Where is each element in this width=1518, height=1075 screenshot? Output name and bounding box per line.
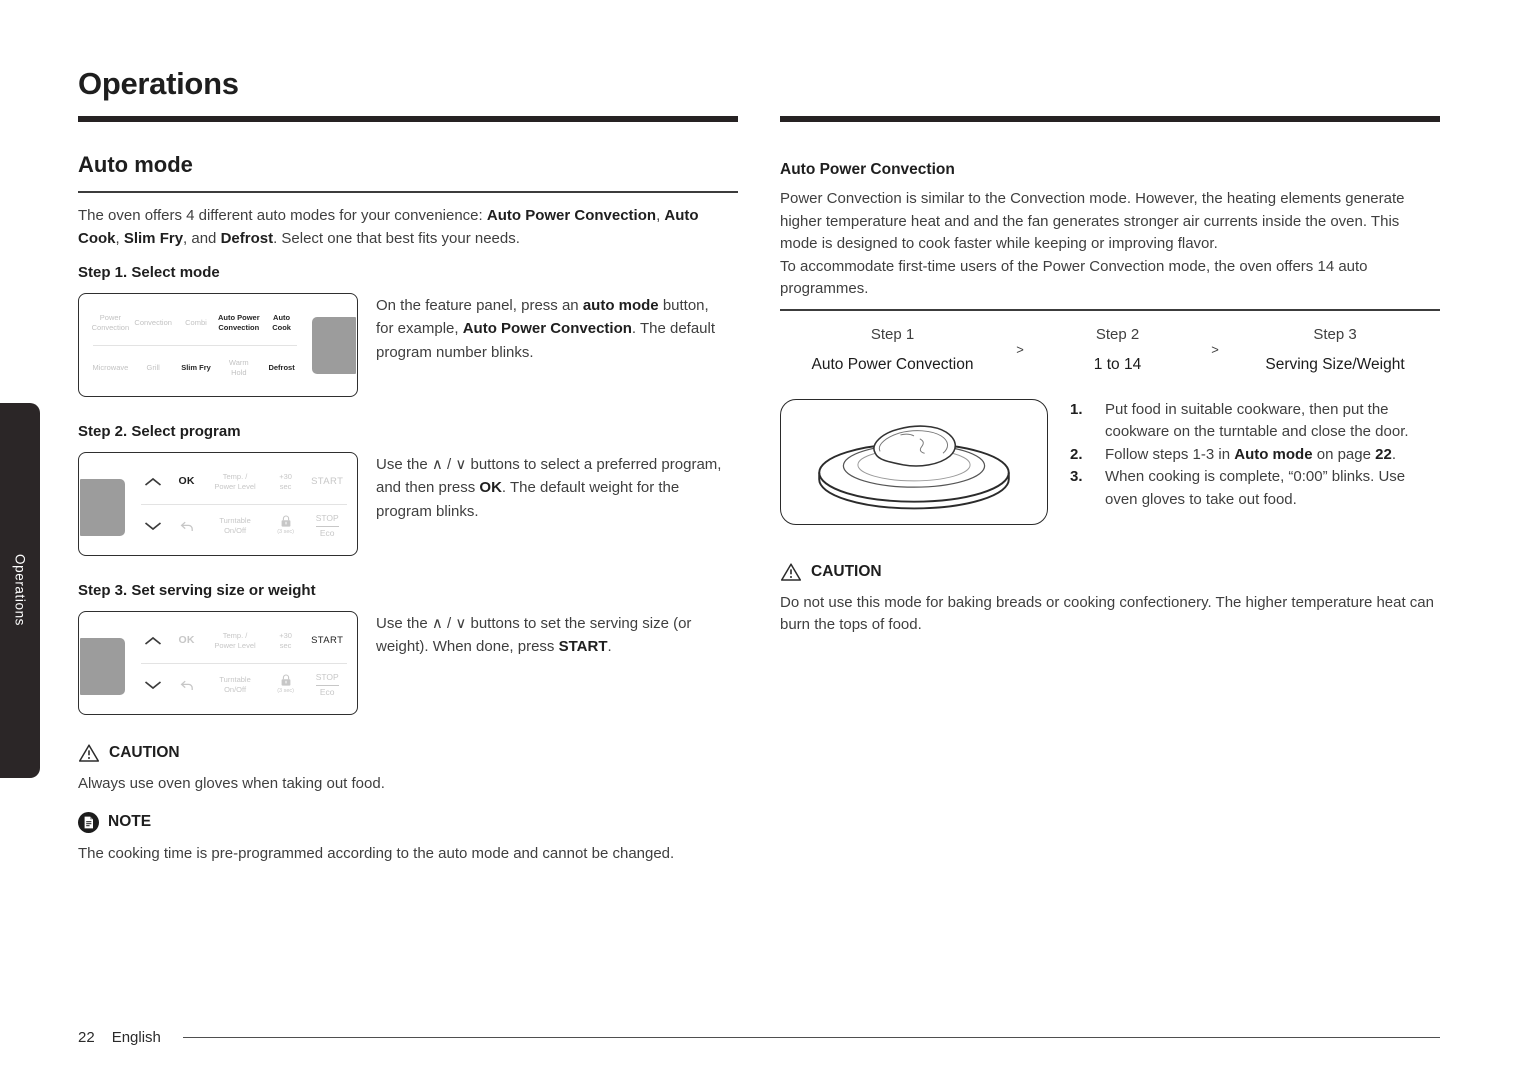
page-title: Operations <box>78 66 239 101</box>
control-grid <box>137 619 349 707</box>
mode-button-grill: Grill <box>146 362 160 372</box>
control-button-ok: OK <box>178 634 195 647</box>
right-column <box>780 152 1440 637</box>
step1-heading: Step 1. Select mode <box>78 264 220 281</box>
food-on-turntable-illustration <box>780 399 1048 525</box>
list-item <box>1070 444 1430 467</box>
control-button-stop-eco: STOP Eco <box>315 672 339 697</box>
control-row <box>137 504 349 548</box>
control-button-30-sec: +30 sec <box>279 472 292 491</box>
caution-label: CAUTION <box>811 562 882 580</box>
caution-label: CAUTION <box>109 744 180 761</box>
flow-step2-value: 1 to 14 <box>1093 355 1142 373</box>
page-number: 22 <box>78 1029 95 1046</box>
panel-display <box>80 479 125 536</box>
chapter-side-tab-label: Operations <box>12 554 28 627</box>
panel-display <box>312 317 356 374</box>
step1-row <box>78 293 738 397</box>
note-text: The cooking time is pre-programmed according to the auto mode and cannot be changed. <box>78 844 675 862</box>
undo-icon <box>169 521 205 532</box>
title-rule-left <box>78 116 738 122</box>
mode-button-convection: Convection <box>134 317 172 327</box>
flow-step3-label: Step 3 <box>1313 325 1357 343</box>
footer-rule <box>183 1037 1440 1039</box>
chevron-up-icon <box>137 636 169 646</box>
control-button-stop-eco: STOP Eco <box>315 513 339 538</box>
mode-button-auto-power-convection: Auto Power Convection <box>217 312 260 332</box>
feature-panel-set-serving <box>78 611 358 715</box>
list-text: When cooking is complete, “0:00” blinks. Use oven gloves to take out food. <box>1105 468 1406 508</box>
step-flow-table <box>780 309 1440 374</box>
mode-grid <box>89 300 303 390</box>
warning-triangle-icon <box>78 743 100 763</box>
flow-col-2 <box>1035 326 1200 374</box>
flow-separator-icon: > <box>1016 342 1024 357</box>
mode-button-microwave: Microwave <box>92 362 129 372</box>
mode-button-warm-hold: Warm Hold <box>228 357 249 377</box>
language-label: English <box>111 1029 161 1046</box>
list-item <box>1070 399 1430 444</box>
mode-button-combi: Combi <box>185 317 207 327</box>
step2-heading: Step 2. Select program <box>78 423 241 440</box>
feature-panel-mode-select <box>78 293 358 397</box>
control-button-start: START <box>311 634 344 646</box>
note-label: NOTE <box>108 813 152 830</box>
warning-triangle-icon <box>780 562 802 582</box>
list-item <box>1070 466 1430 511</box>
caution-text-right: Do not use this mode for baking breads or cooking confectionery. The higher temperature heat can burn the tops of food. <box>780 593 1434 633</box>
note-document-icon <box>78 812 99 833</box>
flow-step3-value: Serving Size/Weight <box>1265 355 1405 373</box>
control-button-ok: OK <box>178 475 195 488</box>
page-footer <box>78 1029 1440 1046</box>
apc-content-row <box>780 399 1440 525</box>
caution-heading-left <box>78 743 738 763</box>
control-row <box>137 663 349 707</box>
flow-col-1 <box>780 326 1005 374</box>
mode-button-power-convection: Power Convection <box>91 312 130 332</box>
feature-panel-select-program <box>78 452 358 556</box>
chapter-side-tab <box>0 403 40 778</box>
flow-step1-label: Step 1 <box>870 325 915 343</box>
apc-paragraph-1: Power Convection is similar to the Convection mode. However, the heating elements generate higher temperature heat and and the fan generates stronger air currents inside the oven. This mode is designed to cook faster while keeping or improving flavor. <box>780 190 1405 252</box>
apc-paragraph-2: To accommodate first-time users of the Power Convection mode, the oven offers 14 auto programmes. <box>780 257 1368 297</box>
control-button-temp-power-level: Temp. / Power Level <box>214 472 256 491</box>
flow-col-3 <box>1230 326 1440 374</box>
title-rule-right <box>780 116 1440 122</box>
left-column <box>78 152 738 865</box>
section-heading-auto-mode: Auto mode <box>78 152 738 193</box>
control-button-turntable-on-off: Turntable On/Off <box>219 675 251 694</box>
step1-description: On the feature panel, press an auto mode button, for example, Auto Power Convection. The default program number blinks. <box>376 297 716 361</box>
control-row <box>137 619 349 663</box>
caution-heading-right <box>780 562 1440 582</box>
mode-row <box>89 345 303 390</box>
chevron-down-icon <box>137 521 169 531</box>
step2-description: Use the ∧ / ∨ buttons to select a preferred program, and then press OK. The default weight for the program blinks. <box>376 456 722 520</box>
turntable-drawing-icon <box>784 403 1044 521</box>
step3-heading: Step 3. Set serving size or weight <box>78 582 316 599</box>
list-text: Put food in suitable cookware, then put the cookware on the turntable and close the door. <box>1105 400 1409 440</box>
list-number: 1. <box>1070 400 1083 418</box>
flow-separator-icon: > <box>1211 342 1219 357</box>
hold-duration-label: (3 sec) <box>277 529 294 536</box>
control-row <box>137 460 349 504</box>
step3-row <box>78 611 738 715</box>
control-button-30-sec: +30 sec <box>279 631 292 650</box>
caution-text-left: Always use oven gloves when taking out food. <box>78 775 385 792</box>
auto-mode-intro: The oven offers 4 different auto modes for your convenience: Auto Power Convection, Auto Cook, Slim Fry, and Defrost. Select one that best fits your needs. <box>78 207 699 247</box>
flow-step2-label: Step 2 <box>1095 325 1140 343</box>
step2-row <box>78 452 738 556</box>
control-grid <box>137 460 349 548</box>
mode-button-slim-fry: Slim Fry <box>181 362 211 372</box>
list-text: Follow steps 1-3 in Auto mode on page 22. <box>1105 445 1396 463</box>
list-number: 2. <box>1070 445 1083 463</box>
sub-heading-auto-power-convection: Auto Power Convection <box>780 161 955 178</box>
chevron-down-icon <box>137 680 169 690</box>
control-button-start: START <box>311 475 344 487</box>
lock-icon <box>266 515 306 536</box>
mode-row <box>89 300 303 345</box>
step3-description: Use the ∧ / ∨ buttons to set the serving size (or weight). When done, press START. <box>376 615 692 656</box>
list-number: 3. <box>1070 468 1083 485</box>
flow-step1-value: Auto Power Convection <box>811 355 974 373</box>
lock-icon <box>266 674 306 695</box>
chevron-up-icon <box>137 477 169 487</box>
control-button-temp-power-level: Temp. / Power Level <box>214 631 256 650</box>
panel-display <box>80 638 125 695</box>
apc-steps-list <box>1070 399 1430 525</box>
hold-duration-label: (3 sec) <box>277 688 294 695</box>
mode-button-defrost: Defrost <box>268 362 295 372</box>
note-heading <box>78 812 738 833</box>
control-button-turntable-on-off: Turntable On/Off <box>219 516 251 535</box>
undo-icon <box>169 680 205 691</box>
mode-button-auto-cook: Auto Cook <box>272 312 291 332</box>
